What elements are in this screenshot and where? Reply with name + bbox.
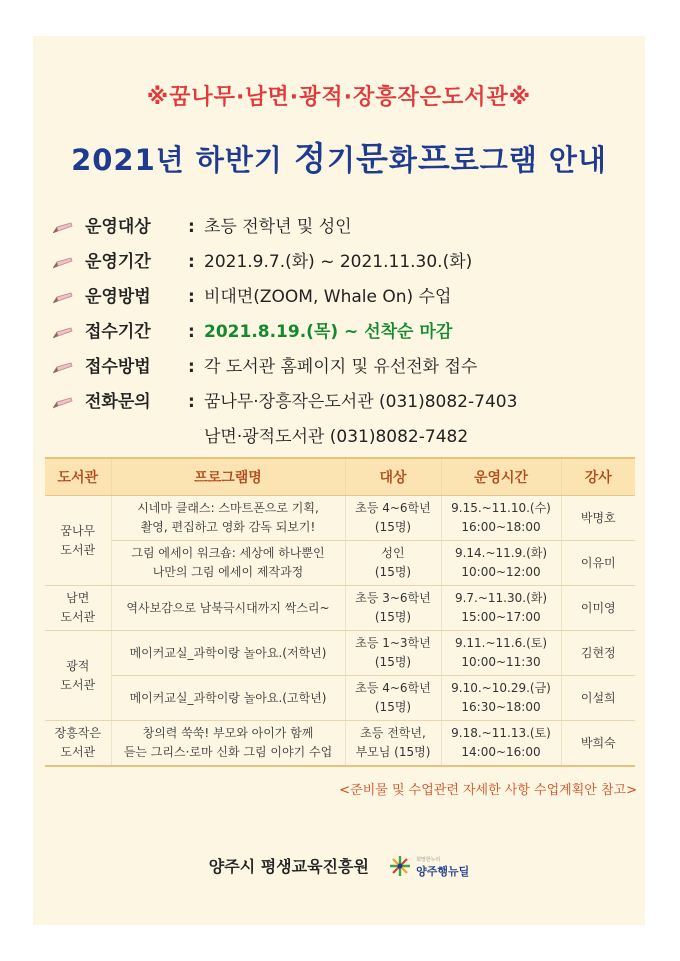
header-teacher: 강사 — [561, 458, 635, 496]
cell-time: 9.11.~11.6.(토) 10:00~11:30 — [441, 631, 561, 676]
header-target: 대상 — [345, 458, 441, 496]
cell-teacher: 김현정 — [561, 631, 635, 676]
cell-target: 초등 3~6학년 (15명) — [345, 586, 441, 631]
cell-teacher: 이미영 — [561, 586, 635, 631]
cell-time: 9.14.~11.9.(화) 10:00~12:00 — [441, 541, 561, 586]
table-row — [45, 586, 635, 631]
info-method: 운영방법 : 비대면(ZOOM, Whale On) 수업 — [53, 280, 633, 315]
cell-target: 초등 4~6학년 (15명) — [345, 496, 441, 541]
info-period: 운영기간 : 2021.9.7.(화) ~ 2021.11.30.(화) — [53, 245, 633, 280]
organization-name: 양주시 평생교육진흥원 — [208, 857, 369, 876]
cell-library: 꿈나무 도서관 — [45, 496, 111, 586]
cell-time: 9.7.~11.30.(화) 15:00~17:00 — [441, 586, 561, 631]
cell-program: 메이커교실_과학이랑 놀아요.(고학년) — [111, 676, 345, 721]
header-time: 운영시간 — [441, 458, 561, 496]
info-contact: 전화문의 : 꿈나무·장흥작은도서관 (031)8082-7403 — [53, 385, 633, 420]
cell-library: 남면 도서관 — [45, 586, 111, 631]
pencil-icon — [53, 362, 73, 374]
notice-page — [33, 36, 645, 925]
cell-program: 그림 에세이 워크숍: 세상에 하나뿐인 나만의 그림 에세이 제작과정 — [111, 541, 345, 586]
cell-program: 메이커교실_과학이랑 놀아요.(저학년) — [111, 631, 345, 676]
reference-note: <준비물 및 수업관련 자세한 사항 수업계획안 참고> — [339, 783, 637, 798]
table-row — [45, 676, 635, 721]
pencil-icon — [53, 327, 73, 339]
cell-program: 시네마 클래스: 스마트폰으로 기획, 촬영, 편집하고 영화 감독 되보기! — [111, 496, 345, 541]
table-row — [45, 631, 635, 676]
cell-target: 초등 4~6학년 (15명) — [345, 676, 441, 721]
cell-teacher: 박명호 — [561, 496, 635, 541]
cell-teacher: 박희숙 — [561, 721, 635, 767]
cell-library: 광적 도서관 — [45, 631, 111, 721]
cell-program: 역사보감으로 남북극시대까지 싹스리~ — [111, 586, 345, 631]
info-registration-method: 접수방법 : 각 도서관 홈페이지 및 유선전화 접수 — [53, 350, 633, 385]
logo-mark-icon — [389, 855, 411, 877]
table-row — [45, 721, 635, 767]
table-row — [45, 496, 635, 541]
cell-program: 창의력 쑥쑥! 부모와 아이가 함께 듣는 그리스·로마 신화 그림 이야기 수업 — [111, 721, 345, 767]
cell-teacher: 이설희 — [561, 676, 635, 721]
info-contact-2: 남면·광적도서관 (031)8082-7482 — [204, 427, 469, 447]
cell-time: 9.18.~11.13.(토) 14:00~16:00 — [441, 721, 561, 767]
cell-target: 성인 (15명) — [345, 541, 441, 586]
table-row — [45, 541, 635, 586]
pencil-icon — [53, 397, 73, 409]
library-names: ※꿈나무·남면·광적·장흥작은도서관※ — [146, 85, 532, 110]
footer — [33, 854, 645, 879]
pencil-icon — [53, 257, 73, 269]
program-table — [45, 457, 635, 767]
header-program: 프로그램명 — [111, 458, 345, 496]
cell-time: 9.10.~10.29.(금) 16:30~18:00 — [441, 676, 561, 721]
cell-library: 장흥작은 도서관 — [45, 721, 111, 767]
page-title: 2021년 하반기 정기문화프로그램 안내 — [71, 139, 607, 178]
cell-target: 초등 전학년, 부모님 (15명) — [345, 721, 441, 767]
info-target: 운영대상 : 초등 전학년 및 성인 — [53, 210, 633, 245]
cell-target: 초등 1~3학년 (15명) — [345, 631, 441, 676]
cell-time: 9.15.~11.10.(수) 16:00~18:00 — [441, 496, 561, 541]
pencil-icon — [53, 292, 73, 304]
cell-teacher: 이유미 — [561, 541, 635, 586]
table-header-row — [45, 458, 635, 496]
logo: 희망한누리 양주행뉴딜 — [389, 855, 470, 877]
header-library: 도서관 — [45, 458, 111, 496]
info-registration-period: 접수기간 : 2021.8.19.(목) ~ 선착순 마감 — [53, 315, 633, 350]
pencil-icon — [53, 222, 73, 234]
info-list — [53, 210, 633, 455]
